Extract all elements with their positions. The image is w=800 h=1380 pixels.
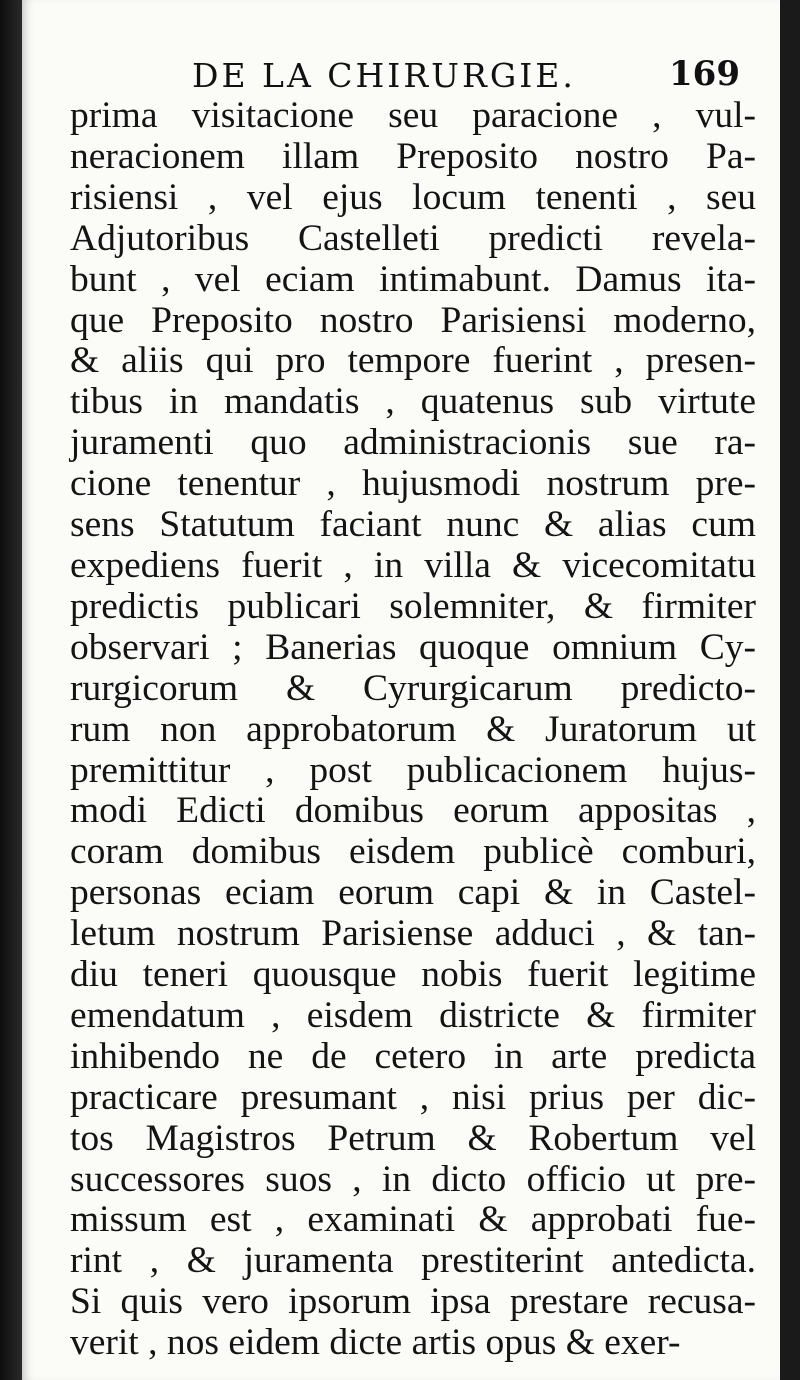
- text-line: letum nostrum Parisiense adduci , & tan-: [70, 913, 756, 955]
- text-line: sens Statutum faciant nunc & alias cum: [70, 504, 756, 546]
- text-line: personas eciam eorum capi & in Castel-: [70, 872, 756, 914]
- text-line: que Preposito nostro Parisiensi moderno,: [70, 299, 756, 341]
- text-line: modi Edicti domibus eorum appositas ,: [70, 790, 756, 832]
- text-line: rum non approbatorum & Juratorum ut: [70, 708, 756, 750]
- page-header: [172, 48, 742, 98]
- text-line: tibus in mandatis , quatenus sub virtute: [70, 381, 756, 423]
- text-line: bunt , vel eciam intimabunt. Damus ita-: [70, 258, 756, 300]
- text-line: practicare presumant , nisi prius per dic-: [70, 1076, 756, 1118]
- running-title: DE LA CHIRURGIE.: [192, 56, 576, 95]
- text-line: premittitur , post publicacionem hujus-: [70, 749, 756, 791]
- text-line: successores suos , in dicto officio ut pre-: [70, 1158, 756, 1200]
- text-line: predictis publicari solemniter, & firmiter: [70, 585, 756, 627]
- text-line: diu teneri quousque nobis fuerit legitime: [70, 954, 756, 996]
- book-gutter: [0, 0, 22, 1380]
- text-line: neracionem illam Preposito nostro Pa-: [70, 135, 756, 177]
- text-line: expediens fuerit , in villa & vicecomitatu: [70, 544, 756, 586]
- text-line: prima visitacione seu paracione , vul-: [70, 95, 756, 136]
- text-line: & aliis qui pro tempore fuerint , presen-: [70, 340, 756, 382]
- text-line: coram domibus eisdem publicè comburi,: [70, 831, 756, 873]
- page-number: 169: [669, 54, 740, 94]
- text-line: risiensi , vel ejus locum tenenti , seu: [70, 176, 756, 218]
- text-line: juramenti quo administracionis sue ra-: [70, 422, 756, 464]
- text-line: verit , nos eidem dicte artis opus & exer-: [70, 1322, 681, 1364]
- text-line: Si quis vero ipsorum ipsa prestare recusa-: [70, 1281, 756, 1323]
- body-text: [70, 96, 756, 1364]
- text-line: emendatum , eisdem districte & firmiter: [70, 994, 756, 1036]
- text-line: tos Magistros Petrum & Robertum vel: [70, 1117, 756, 1159]
- text-line: Adjutoribus Castelleti predicti revela-: [70, 217, 756, 259]
- book-page: [22, 0, 780, 1380]
- text-line: rint , & juramenta prestiterint antedicta.: [70, 1240, 756, 1282]
- text-line: observari ; Banerias quoque omnium Cy-: [70, 626, 756, 668]
- text-line: cione tenentur , hujusmodi nostrum pre-: [70, 463, 756, 505]
- text-line: rurgicorum & Cyrurgicarum predicto-: [70, 667, 756, 709]
- text-line: inhibendo ne de cetero in arte predicta: [70, 1035, 756, 1077]
- text-line: missum est , examinati & approbati fue-: [70, 1199, 756, 1241]
